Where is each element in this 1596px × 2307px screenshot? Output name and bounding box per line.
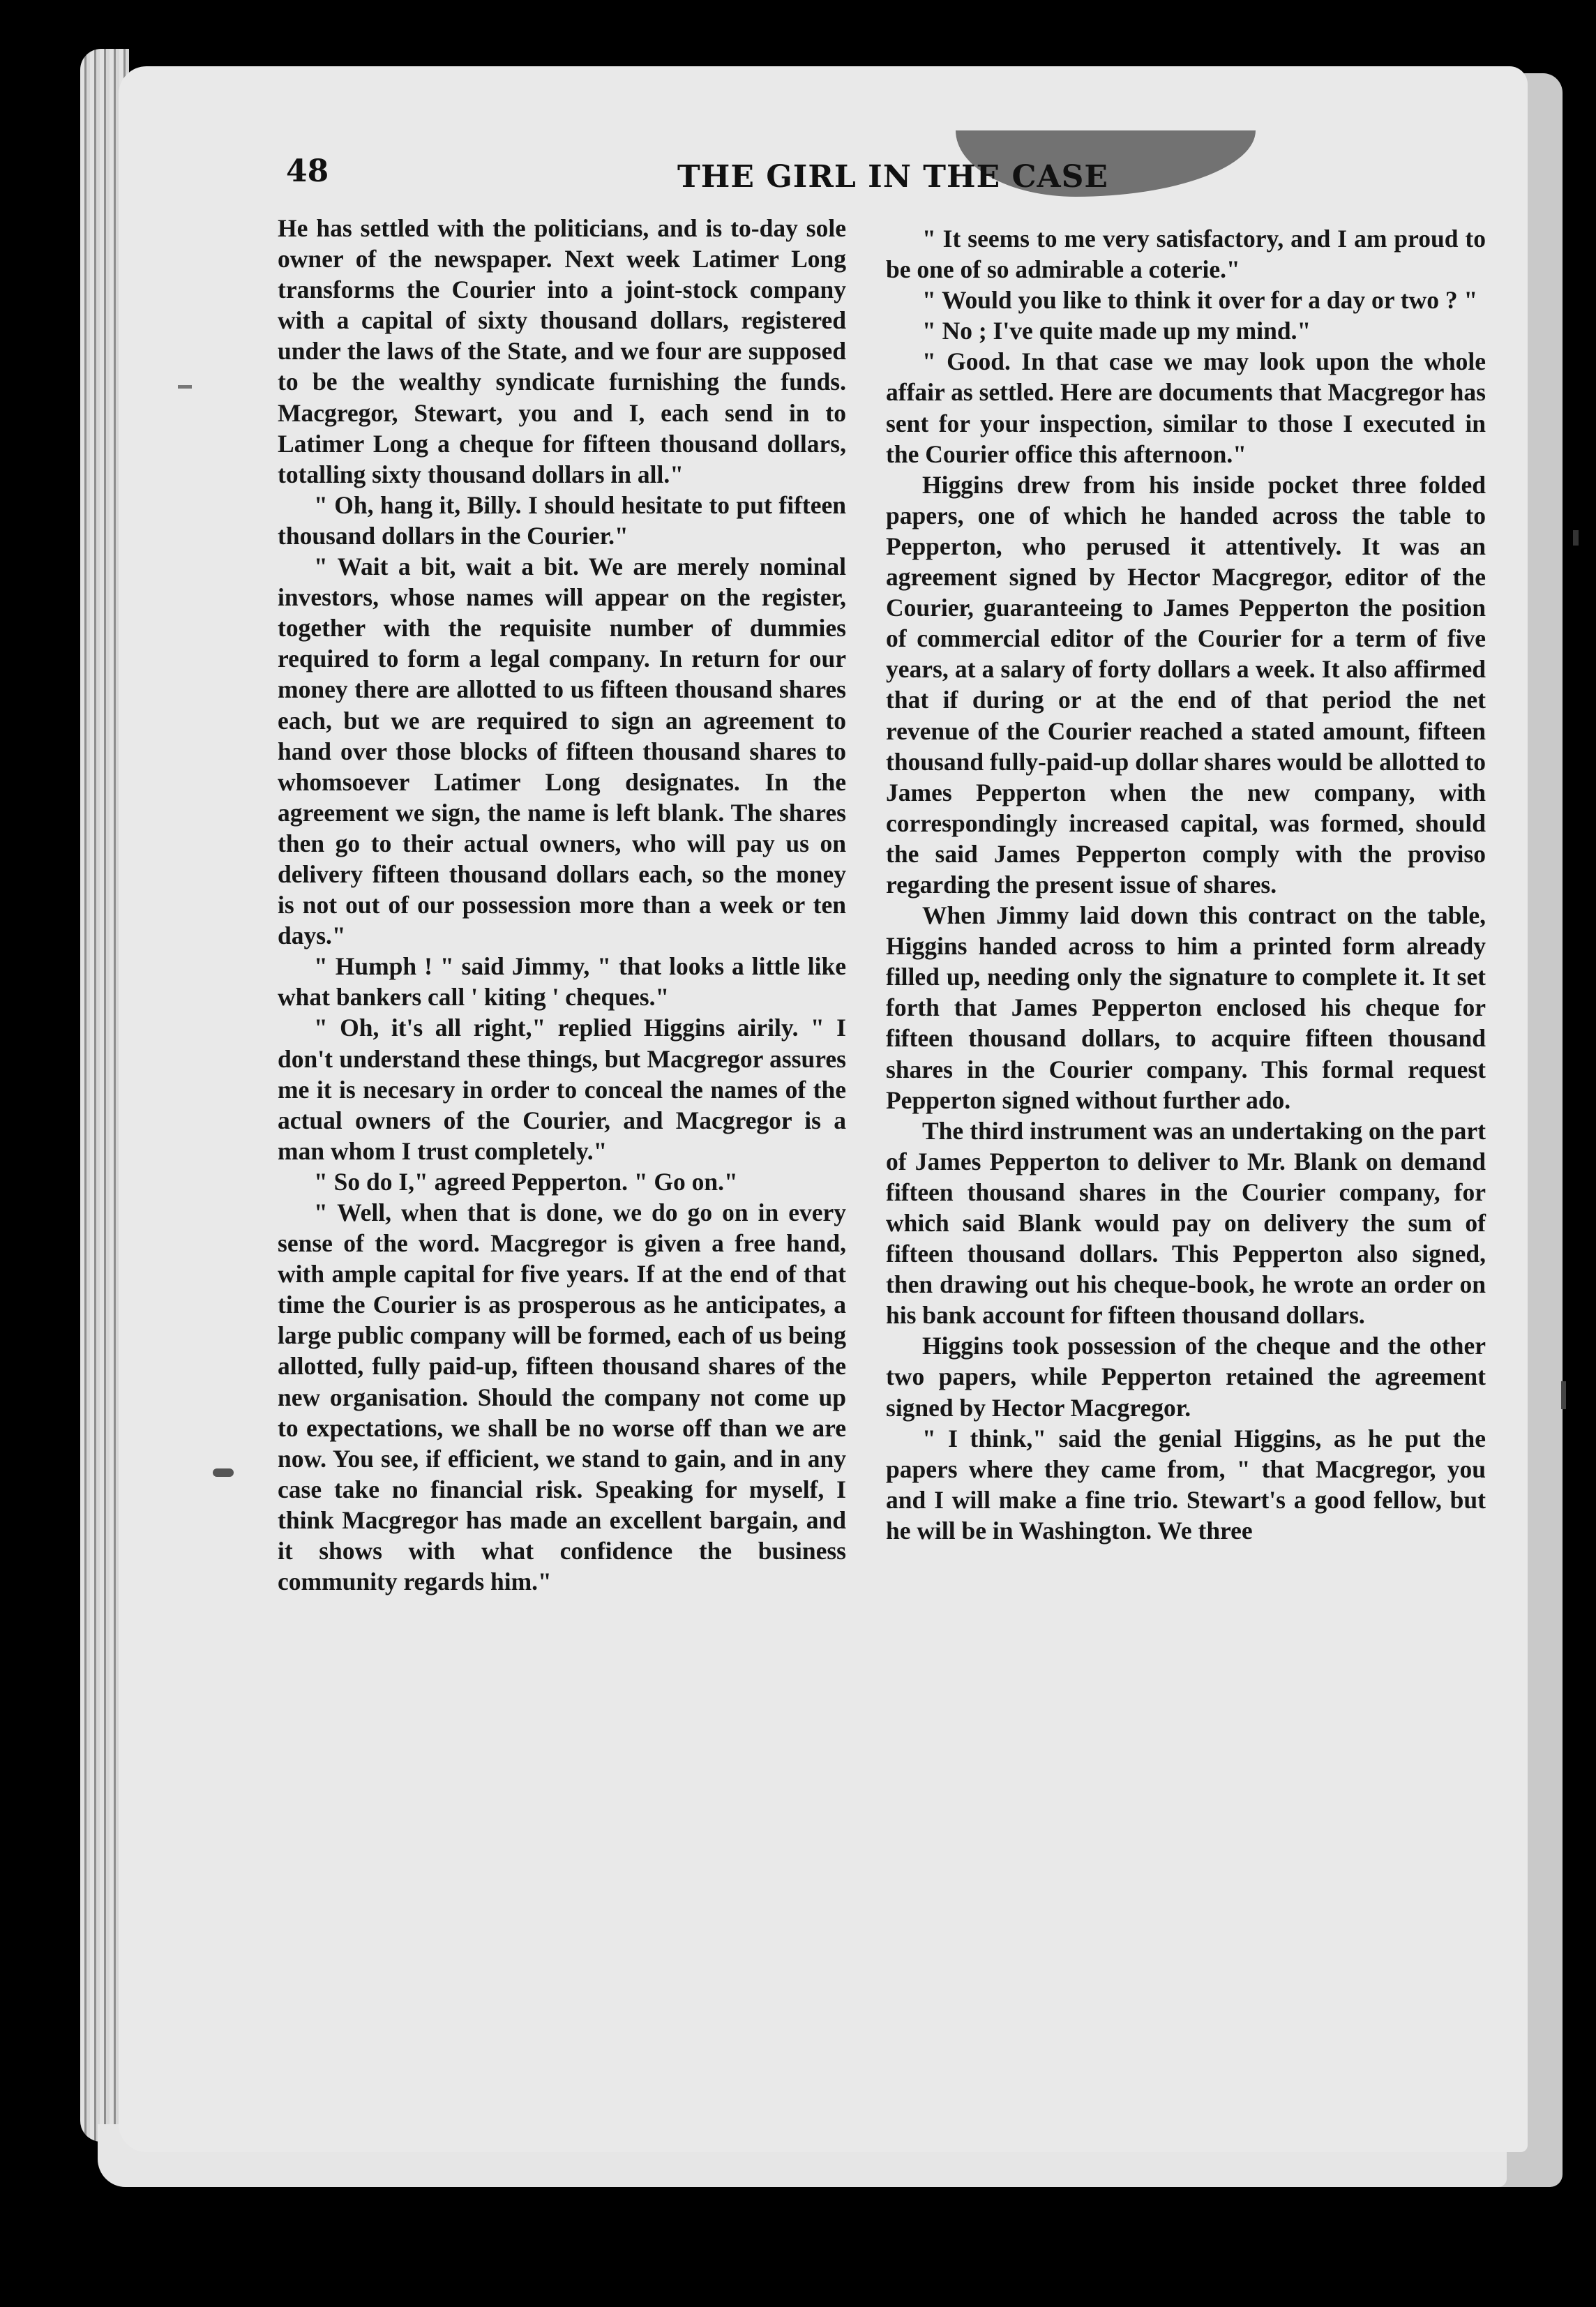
page-header [286, 153, 1116, 195]
right-column [886, 223, 1486, 1546]
running-title: THE GIRL IN THE CASE [677, 159, 1108, 195]
margin-mark [178, 385, 192, 389]
paragraph: " Would you like to think it over for a day or two ? " [922, 286, 1478, 315]
paragraph: When Jimmy laid down this contract on the table, Higgins handed across to him a printed form already filled up, needing only the signature to complete it. It set forth that James Pepperton enclosed his cheque for fifteen thousand dollars, to acquire fifteen thousand shares in the Courier company. This formal request Pepperton signed without further ado. [886, 901, 1486, 1114]
paragraph: " It seems to me very satisfactory, and I am proud to be one of so admirable a coterie." [886, 225, 1486, 284]
left-column [278, 213, 846, 1597]
paragraph: " Oh, hang it, Billy. I should hesitate to put fifteen thousand dollars in the Courier." [278, 490, 846, 550]
paragraph: Higgins drew from his inside pocket three folded papers, one of which he handed across the table to Pepperton, who perused it attentively. It was an agreement signed by Hector Macgregor, editor of the Courier, guaranteeing to James Pepperton the position of commercial editor of the Courier for a term of five years, at a salary of forty dollars a week. It also affirmed that if during or at the end of that period the net revenue of the Courier reached a stated amount, fifteen thousand fully-paid-up dollar shares would be allotted to James Pepperton when the new company, with correspondingly increased capital, was formed, should the said James Pepperton comply with the proviso regarding the present issue of shares. [886, 470, 1486, 899]
paragraph: " Humph ! " said Jimmy, " that looks a little like what bankers call ' kiting ' cheques." [278, 952, 846, 1012]
paragraph: " Well, when that is done, we do go on in every sense of the word. Macgregor is given a free hand, with ample capital for five years. If at the end of that time the Courier is as prosperous as he anticipates, a large public company will be formed, each of us being allotted, fully paid-up, fifteen thousand shares of the new organisation. Should the company not come up to expectations, we shall be no worse off than we are now. You see, if efficient, we stand to gain, and in any case take no financial risk. Speaking for myself, I think Macgregor has made an excellent bargain, and it shows with what confidence the business community regards him." [278, 1198, 846, 1596]
paragraph: Higgins took possession of the cheque and the other two papers, while Pepperton retained the agreement signed by Hector Macgregor. [886, 1332, 1486, 1422]
margin-mark [1573, 530, 1579, 546]
paragraph: " Good. In that case we may look upon the whole affair as settled. Here are documents that Macgregor has sent for your inspection, similar to those I executed in the Courier office this afternoon." [886, 347, 1486, 468]
paragraph: " I think," said the genial Higgins, as he put the papers where they came from, " that Macgregor, you and I will make a fine trio. Stewart's a good fellow, but he will be in Washington. We three [886, 1424, 1486, 1545]
page-number: 48 [286, 153, 329, 189]
margin-mark [213, 1468, 234, 1477]
margin-mark [1561, 1381, 1566, 1409]
paragraph: " No ; I've quite made up my mind." [922, 317, 1311, 345]
paragraph: He has settled with the politicians, and is to-day sole owner of the newspaper. Next week Latimer Long transforms the Courier into a joint-stock company with a capital of sixty thousand dollars, registered under the laws of the State, and we four are supposed to be the wealthy syndicate furnishing the funds. Macgregor, Stewart, you and I, each send in to Latimer Long a cheque for fifteen thousand dollars, totalling sixty thousand dollars in all." [278, 214, 846, 488]
paragraph: " So do I," agreed Pepperton. " Go on." [314, 1167, 738, 1196]
paragraph: " Oh, it's all right," replied Higgins airily. " I don't understand these things, but Macgregor assures me it is necesary in order to conceal the names of the actual owners of the Courier, and Macgregor is a man whom I trust completely." [278, 1014, 846, 1165]
paragraph: The third instrument was an undertaking on the part of James Pepperton to deliver to Mr. Blank on demand fifteen thousand shares in the Courier company, for which said Blank would pay on delivery the sum of fifteen thousand dollars. This Pepperton also signed, then drawing out his cheque-book, he wrote an order on his bank account for fifteen thousand dollars. [886, 1116, 1486, 1330]
paragraph: " Wait a bit, wait a bit. We are merely nominal investors, whose names will appear on the register, together with the requisite number of dummies required to form a legal company. In return for our money there are allotted to us fifteen thousand shares each, but we are required to sign an agreement to hand over those blocks of fifteen thousand shares to whomsoever Latimer Long designates. In the agreement we sign, the name is left blank. The shares then go to their actual owners, who will pay us on delivery fifteen thousand dollars each, so the money is not out of our possession more than a week or ten days." [278, 553, 846, 950]
